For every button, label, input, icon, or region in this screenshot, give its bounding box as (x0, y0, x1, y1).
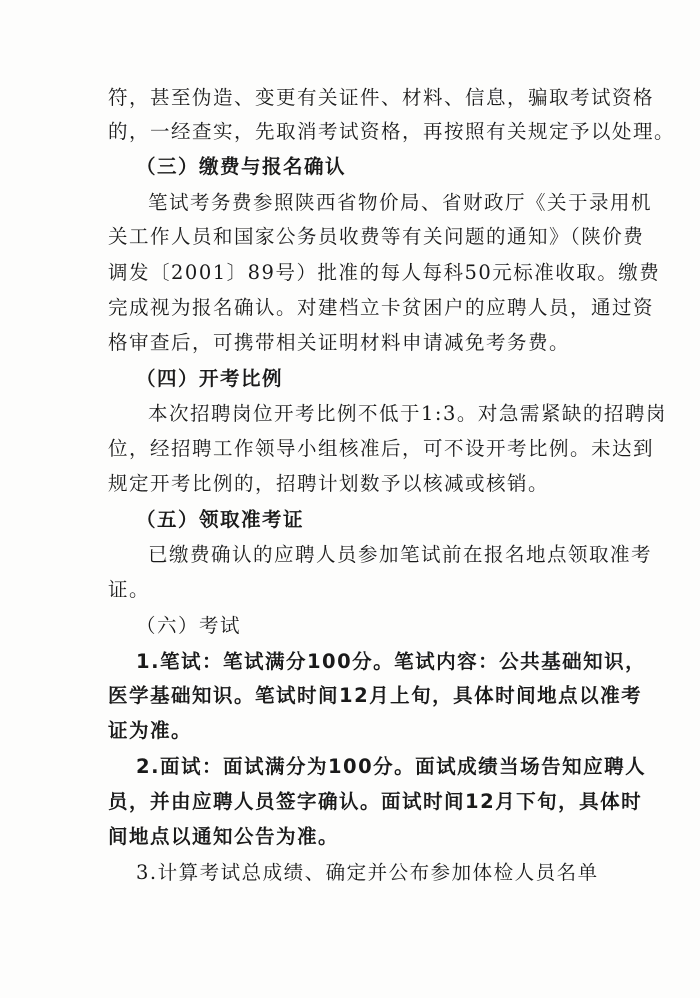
body-line: 规定开考比例的，招聘计划数予以核减或核销。 (108, 472, 550, 495)
body-line: 证。 (108, 578, 151, 601)
section-heading-exam: （六）考试 (136, 614, 242, 637)
body-line: 已缴费确认的应聘人员参加笔试前在报名地点领取准考 (148, 543, 653, 566)
body-line-total-score: 3.计算考试总成绩、确定并公布参加体检人员名单 (136, 861, 599, 884)
body-line-written-exam: 1.笔试：笔试满分100分。笔试内容：公共基础知识， (136, 650, 647, 673)
body-line: 完成视为报名确认。对建档立卡贫困户的应聘人员，通过资 (108, 296, 655, 319)
section-heading-fee-confirmation: （三）缴费与报名确认 (136, 155, 347, 178)
body-line-interview: 2.面试：面试满分为100分。面试成绩当场告知应聘人 (136, 755, 647, 778)
body-line: 位，经招聘工作领导小组核准后，可不设开考比例。未达到 (108, 437, 655, 460)
body-line: 调发〔2001〕89号）批准的每人每科50元标准收取。缴费 (108, 261, 661, 284)
body-line: 的，一经查实，先取消考试资格，再按照有关规定予以处理。 (108, 120, 676, 143)
body-line: 医学基础知识。笔试时间12月上旬，具体时间地点以准考 (108, 684, 643, 707)
body-line: 格审查后，可携带相关证明材料申请减免考务费。 (108, 331, 571, 354)
section-heading-admission-ticket: （五）领取准考证 (136, 508, 305, 531)
body-line: 间地点以通知公告为准。 (108, 825, 340, 848)
body-line: 员，并由应聘人员签字确认。面试时间12月下旬，具体时 (108, 790, 643, 813)
body-line: 笔试考务费参照陕西省物价局、省财政厅《关于录用机 (148, 191, 653, 214)
body-line: 关工作人员和国家公务员收费等有关问题的通知》（陕价费 (108, 225, 645, 248)
section-heading-exam-ratio: （四）开考比例 (136, 367, 284, 390)
body-line: 符，甚至伪造、变更有关证件、材料、信息，骗取考试资格 (108, 86, 655, 109)
body-line: 证为准。 (108, 719, 193, 742)
body-line: 本次招聘岗位开考比例不低于1:3。对急需紧缺的招聘岗 (148, 402, 667, 425)
